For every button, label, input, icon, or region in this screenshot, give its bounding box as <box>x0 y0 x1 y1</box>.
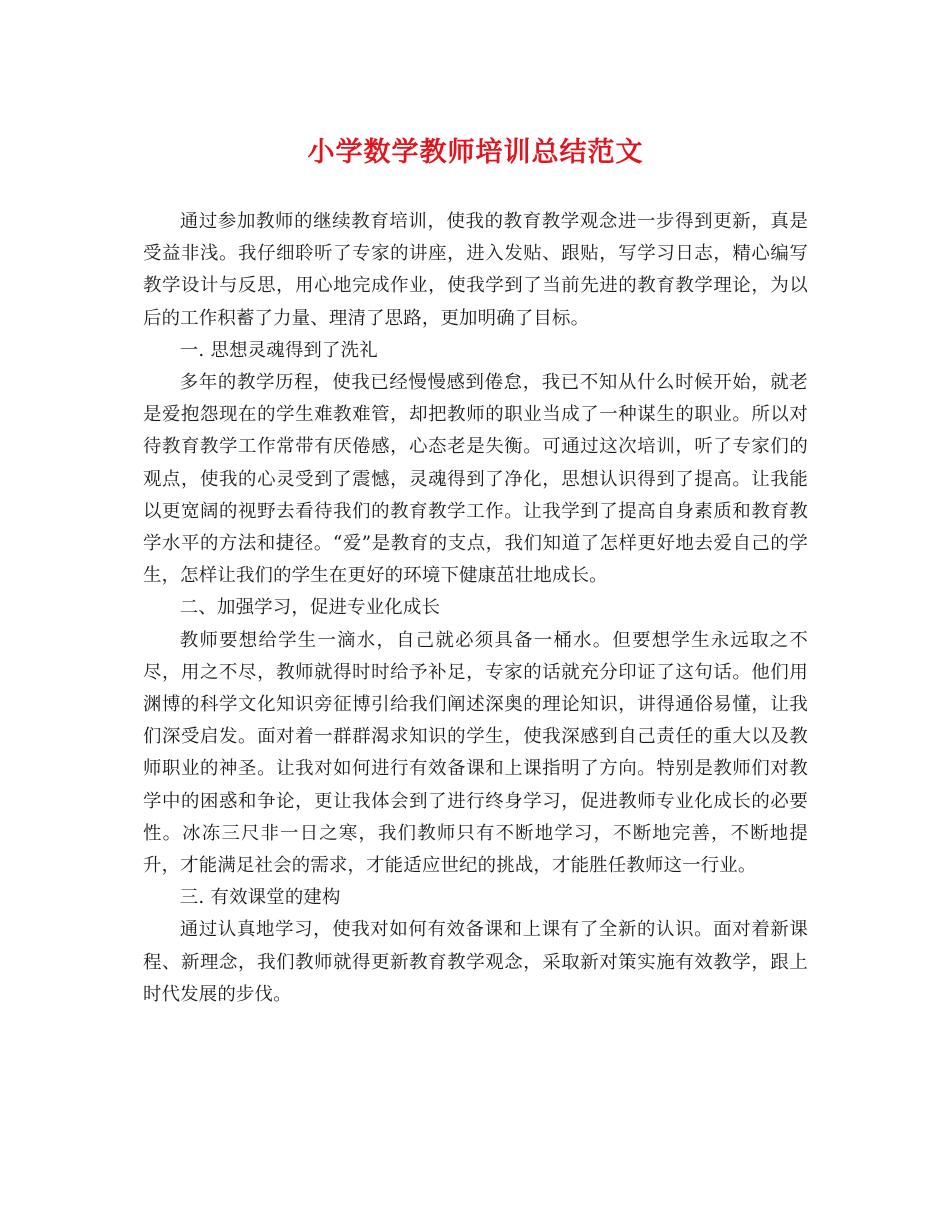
document-page <box>143 132 808 1011</box>
document-title: 小学数学教师培训总结范文 <box>307 137 644 168</box>
section-heading-2: 二、加强学习，促进专业化成长 <box>179 597 441 619</box>
section-heading-1: 一. 思想灵魂得到了洗礼 <box>179 339 378 361</box>
paragraph-section-2: 教师要想给学生一滴水，自己就必须具备一桶水。但要想学生永远取之不尽，用之不尽，教师就得时时给予补足，专家的话就充分印证了这句话。他们用渊博的科学文化知识旁征博引给我们阐述深奥的理论知识，讲得通俗易懂，让我们深受启发。面对着一群群渴求知识的学生，使我深感到自己责任的重大以及教师职业的神圣。让我对如何进行有效备课和上课指明了方向。特别是教师们对教学中的困惑和争论，更让我体会到了进行终身学习，促进教师专业化成长的必要性。冰冻三尺非一日之寒，我们教师只有不断地学习，不断地完善，不断地提升，才能满足社会的需求，才能适应世纪的挑战，才能胜任教师这一行业。 <box>143 629 808 877</box>
document-body <box>143 206 808 1011</box>
paragraph-section-3: 通过认真地学习，使我对如何有效备课和上课有了全新的认识。面对着新课程、新理念，我们教师就得更新教育教学观念，采取新对策实施有效教学，跟上时代发展的步伐。 <box>143 919 808 1005</box>
paragraph-intro: 通过参加教师的继续教育培训，使我的教育教学观念进一步得到更新，真是受益非浅。我仔细聆听了专家的讲座，进入发贴、跟贴，写学习日志，精心编写教学设计与反思，用心地完成作业，使我学到了当前先进的教育教学理论，为以后的工作积蓄了力量、理清了思路，更加明确了目标。 <box>143 211 808 329</box>
section-heading-3: 三. 有效课堂的建构 <box>179 887 341 909</box>
paragraph-section-1: 多年的教学历程，使我已经慢慢感到倦怠，我已不知从什么时候开始，就老是爱抱怨现在的学生难教难管，却把教师的职业当成了一种谋生的职业。所以对待教育教学工作常带有厌倦感，心态老是失衡。可通过这次培训，听了专家们的观点，使我的心灵受到了震憾，灵魂得到了净化，思想认识得到了提高。让我能以更宽阔的视野去看待我们的教育教学工作。让我学到了提高自身素质和教育教学水平的方法和捷径。“爱”是教育的支点，我们知道了怎样更好地去爱自己的学生，怎样让我们的学生在更好的环境下健康茁壮地成长。 <box>143 372 808 587</box>
